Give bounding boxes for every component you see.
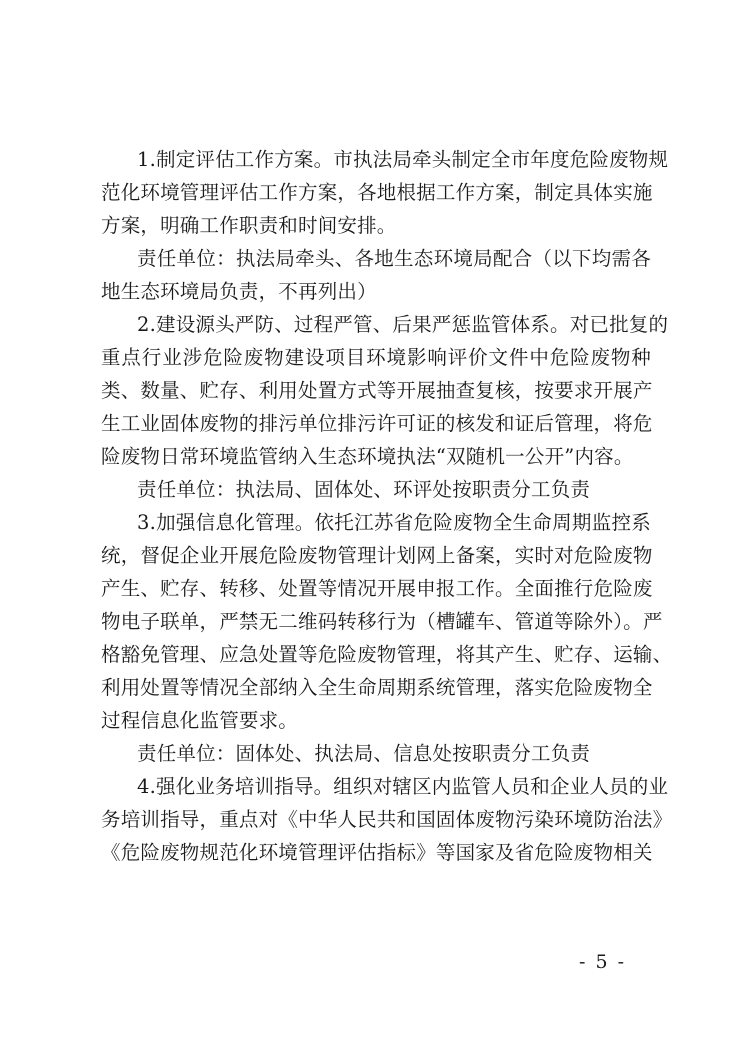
paragraph-1-line-3: 方案，明确工作职责和时间安排。 <box>101 214 397 237</box>
paragraph-3-line-2: 重点行业涉危险废物建设项目环境影响评价文件中危险废物种 <box>101 346 651 369</box>
paragraph-5-line-6: 利用处置等情况全部纳入全生命周期系统管理，落实危险废物全 <box>101 676 653 699</box>
paragraph-5-line-5: 格豁免管理、应急处置等危险废物管理，将其产生、贮存、运输、 <box>101 643 673 666</box>
paragraph-5-line-2: 统，督促企业开展危险废物管理计划网上备案，实时对危险废物 <box>101 544 653 567</box>
paragraph-2-line-1: 责任单位：执法局牵头、各地生态环境局配合（以下均需各 <box>137 247 651 270</box>
paragraph-3-line-1: 2.建设源头严防、过程严管、后果严惩监管体系。对已批复的 <box>137 313 669 336</box>
paragraph-1-line-2: 范化环境管理评估工作方案，各地根据工作方案，制定具体实施 <box>101 181 653 204</box>
paragraph-4-line-1: 责任单位：执法局、固体处、环评处按职责分工负责 <box>137 478 591 501</box>
paragraph-3-line-4: 生工业固体废物的排污单位排污许可证的核发和证后管理，将危 <box>101 412 653 435</box>
paragraph-5-line-7: 过程信息化监管要求。 <box>101 709 299 732</box>
paragraph-5-line-3: 产生、贮存、转移、处置等情况开展申报工作。全面推行危险废 <box>101 577 653 600</box>
paragraph-6-line-1: 责任单位：固体处、执法局、信息处按职责分工负责 <box>137 742 591 765</box>
body-text <box>101 143 673 869</box>
paragraph-3-line-3: 类、数量、贮存、利用处置方式等开展抽查复核，按要求开展产 <box>101 379 653 402</box>
paragraph-7-line-3: 《危险废物规范化环境管理评估指标》等国家及省危险废物相关 <box>101 841 653 864</box>
paragraph-5-line-1: 3.加强信息化管理。依托江苏省危险废物全生命周期监控系 <box>137 511 651 534</box>
paragraph-1-line-1: 1.制定评估工作方案。市执法局牵头制定全市年度危险废物规 <box>137 148 669 171</box>
paragraph-5-line-4: 物电子联单，严禁无二维码转移行为（槽罐车、管道等除外）。严 <box>101 610 663 633</box>
paragraph-7-line-1: 4.强化业务培训指导。组织对辖区内监管人员和企业人员的业 <box>137 775 669 798</box>
paragraph-2-line-2: 地生态环境局负责，不再列出） <box>101 280 377 303</box>
page-number: - 5 - <box>579 951 627 973</box>
paragraph-3-line-5: 险废物日常环境监管纳入生态环境执法“双随机一公开”内容。 <box>101 445 634 468</box>
paragraph-7-line-2: 务培训指导，重点对《中华人民共和国固体废物污染环境防治法》 <box>101 808 673 831</box>
